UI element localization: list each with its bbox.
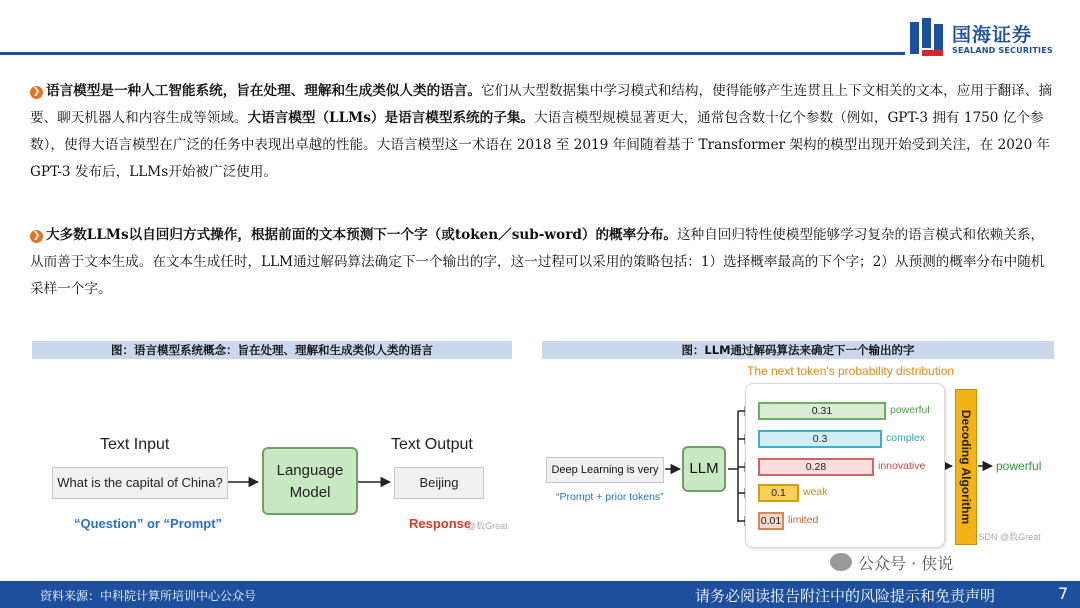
right-figure-watermark: CSDN @数Great — [972, 532, 1041, 542]
response-note: Response — [409, 516, 472, 531]
p2-bold-1: 大多数LLMs以自回归方式操作，根据前面的文本预测下一个字（或token／sub-word）的概率分布。 — [46, 227, 678, 243]
prompt-input-box: Deep Learning is very — [546, 457, 664, 483]
text-output-label: Text Output — [391, 436, 473, 453]
p1-bold-1: 语言模型是一种人工智能系统，旨在处理、理解和生成类似人类的语言。 — [46, 83, 481, 99]
model-line-2: Model — [289, 484, 331, 501]
prompt-note: “Prompt + prior tokens” — [556, 491, 664, 503]
logo-chinese-name: 国海证券 — [952, 24, 1033, 46]
token-name: powerful — [890, 404, 930, 416]
sealand-logo-icon — [908, 18, 946, 58]
llm-box: LLM — [682, 446, 726, 492]
token-name: complex — [886, 432, 926, 444]
decoding-algorithm-label-wrap — [955, 389, 977, 545]
figure-right-caption: 图：LLM通过解码算法来确定下一个输出的字 — [542, 341, 1054, 359]
company-logo — [908, 18, 1068, 60]
p2-text-1: 这种自回归特性使模型能够学习复杂的语言模式和依赖关系，从而善于文本生成。在文本生成任时，LLM通过解码算法确定下一个输出的字，这一过程可以采用的策略包括：1）选择概率最高的下个字；2）从预测的概率分布中随机采样一个字。 — [30, 227, 1045, 297]
bullet-icon: ❯ — [30, 86, 43, 99]
text-input-label: Text Input — [100, 436, 170, 453]
probability-bar: 0.01 — [758, 512, 784, 530]
probability-bar: 0.31 — [758, 402, 886, 420]
wechat-watermark — [830, 551, 953, 574]
wechat-icon — [830, 553, 852, 571]
p1-text-2: 大语言模型规模显著更大，通常包含数十亿个参数（例如，GPT-3 拥有 1750 亿个参数），使得大语言模型在广泛的任务中表现出卓越的性能。大语言模型这一术语在 2018 至 2019 年间随着基于 Transformer 架构的模型出现开始受到关注，在 2020 年 GPT-3 发布后，LLMs开始被广泛使用。 — [30, 110, 1051, 180]
paragraph-language-model — [30, 78, 1055, 186]
probability-bar: 0.3 — [758, 430, 882, 448]
figure-left-caption: 图：语言模型系统概念：旨在处理、理解和生成类似人类的语言 — [32, 341, 512, 359]
text-output-box: Beijing — [394, 467, 484, 499]
footer-bar — [0, 581, 1080, 608]
model-line-1: Language — [276, 462, 344, 479]
probability-bar: 0.1 — [758, 484, 799, 502]
p1-bold-2: 大语言模型（LLMs）是语言模型系统的子集。 — [247, 110, 535, 126]
page-number: 7 — [1058, 584, 1069, 603]
output-word: powerful — [996, 459, 1042, 473]
footer-source: 资料来源：中科院计算所培训中心公众号 — [40, 589, 257, 603]
header-rule — [0, 52, 905, 55]
text-input-box: What is the capital of China? — [52, 467, 228, 499]
token-name: innovative — [878, 460, 926, 472]
question-prompt-note: “Question” or “Prompt” — [74, 516, 223, 531]
paragraph-autoregressive — [30, 222, 1055, 303]
wechat-watermark-text: 公众号 · 侠说 — [858, 554, 954, 573]
token-name: limited — [788, 514, 819, 526]
probability-bar: 0.28 — [758, 458, 874, 476]
footer-disclaimer: 请务必阅读报告附注中的风险提示和免责声明 — [695, 587, 996, 605]
token-name: weak — [803, 486, 828, 498]
distribution-title: The next token's probability distribution — [747, 364, 955, 378]
bullet-icon: ❯ — [30, 230, 43, 243]
p1-text-1: 它们从大型数据集中学习模式和结构，使得能够产生连贯且上下文相关的文本，应用于翻译、摘要、聊天机器人和内容生成等领域。 — [30, 83, 1052, 126]
decoding-algorithm-label: Decoding Algorithm — [959, 409, 973, 525]
logo-english-name: SEALAND SECURITIES — [952, 46, 1053, 55]
left-figure-watermark: @数Great — [467, 521, 508, 531]
language-model-box — [262, 447, 358, 515]
